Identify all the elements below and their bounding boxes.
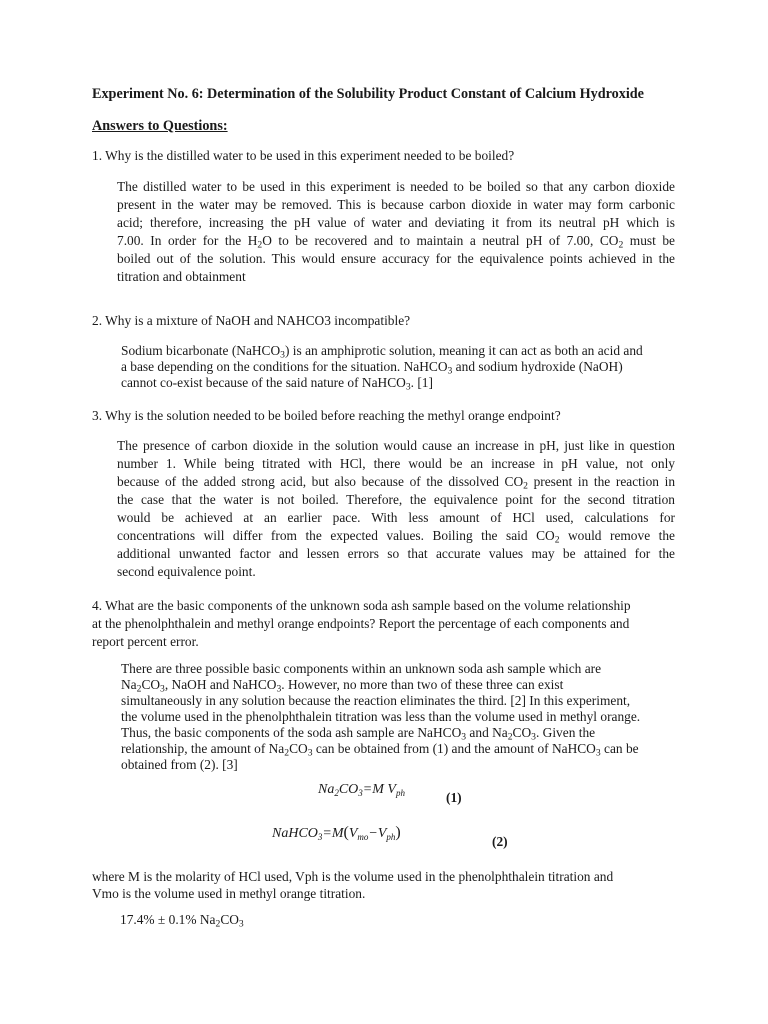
text-run: . Given the (535, 725, 596, 740)
answer-1 (117, 178, 675, 286)
eq-subscript: mo (357, 832, 369, 843)
text-run: , NaOH and NaHCO (164, 677, 277, 692)
question-4-line: at the phenolphthalein and methyl orange endpoints? Report the percentage of each components and (92, 616, 630, 631)
eq-term: −V (368, 826, 387, 841)
text-run: would remove the (559, 528, 675, 543)
answer-1-line: boiled out of the solution. This would ensure accuracy for the equivalence points achieved in the (117, 251, 675, 266)
subscript: 2 (523, 480, 528, 492)
eq-subscript: ph (395, 788, 405, 799)
answer-1-line: acid; therefore, increasing the pH value of water and deviating it from its neutral pH which is (117, 215, 675, 230)
eq-paren-open: ( (343, 824, 349, 841)
subscript: 3 (595, 747, 601, 759)
text-run: can be obtained from (1) and the amount of NaHCO (312, 741, 596, 756)
result-na2co3 (120, 912, 244, 928)
answer-4-line (121, 725, 681, 741)
subscript: 3 (160, 683, 165, 695)
question-1: 1. Why is the distilled water to be used in this experiment needed to be boiled? (92, 148, 515, 163)
text-run: CO (141, 677, 161, 692)
answer-3-line: would be achieved at an earlier pace. With less amount of HCl used, calculations for (117, 510, 675, 525)
text-run: and Na (466, 725, 508, 740)
eq-term: =M (322, 826, 344, 841)
answer-4-line (121, 677, 681, 693)
text-run: concentrations will differ from the expected values. Boiling the said CO (117, 528, 555, 543)
text-run: Thus, the basic components of the soda ash sample are NaHCO (121, 725, 462, 740)
answer-3-line: second equivalence point. (117, 564, 256, 579)
eq-subscript: 3 (317, 832, 323, 843)
where-line: where M is the molarity of HCl used, Vph is the volume used in the phenolphthalein titration and (92, 869, 614, 884)
eq-subscript: ph (386, 832, 396, 843)
answer-3-line: The presence of carbon dioxide in the solution would cause an increase in pH, just like in question (117, 438, 675, 453)
subscript: 3 (405, 381, 411, 393)
text-run: CO (289, 741, 308, 756)
equation-1-number: (1) (446, 790, 462, 805)
eq-term: V (348, 826, 358, 841)
text-run: CO (220, 912, 239, 927)
text-run: must be (623, 233, 675, 248)
answers-heading: Answers to Questions: (92, 118, 228, 134)
answer-1-line: The distilled water to be used in this experiment is needed to be boiled so that any carbon dioxide (117, 179, 675, 194)
answer-3 (117, 437, 675, 581)
eq-paren-close: ) (395, 824, 401, 841)
text-run: and sodium hydroxide (NaOH) (452, 359, 623, 374)
equation-2 (272, 824, 401, 842)
subscript: 2 (618, 239, 624, 251)
answer-4-line: There are three possible basic components within an unknown soda ash sample which are (121, 661, 602, 676)
text-run: Na (121, 677, 137, 692)
eq-term: =M V (362, 782, 396, 797)
answer-2-line (121, 359, 676, 375)
answer-3-line: the case that the water is not boiled. Therefore, the equivalence point for the second titration (117, 492, 675, 507)
text-run: ) is an amphiprotic solution, meaning it can act as both an acid and (284, 343, 643, 358)
where-explanation (92, 868, 613, 902)
text-run: Sodium bicarbonate (NaHCO (121, 343, 281, 358)
subscript: 3 (307, 747, 313, 759)
question-4-line: 4. What are the basic components of the unknown soda ash sample based on the volume relationship (92, 598, 631, 613)
answer-1-line (117, 232, 675, 250)
answer-3-line (117, 527, 675, 545)
eq-subscript: 2 (334, 788, 339, 799)
eq-term: NaHCO (272, 826, 318, 841)
subscript: 2 (215, 918, 221, 930)
subscript: 3 (461, 731, 467, 743)
question-4-line: report percent error. (92, 634, 199, 649)
answer-3-line: additional unwanted factor and lessen errors so that accurate values may be attained for the (117, 546, 675, 561)
equation-1 (318, 782, 405, 798)
answer-2-line (121, 343, 676, 359)
subscript: 3 (531, 731, 536, 743)
text-run: relationship, the amount of Na (121, 741, 285, 756)
text-run: a base depending on the conditions for the situation. NaHCO (121, 359, 448, 374)
where-line: Vmo is the volume used in methyl orange titration. (92, 886, 366, 901)
document-title: Experiment No. 6: Determination of the Solubility Product Constant of Calcium Hydroxide (92, 86, 644, 102)
answer-2-line (121, 375, 676, 391)
text-run: cannot co-exist because of the said nature of NaHCO (121, 375, 406, 390)
text-run: CO (512, 725, 532, 740)
eq-subscript: 3 (358, 788, 363, 799)
text-run: . [1] (410, 375, 433, 390)
subscript: 3 (280, 349, 285, 361)
answer-1-line: present in the water may be removed. This is because carbon dioxide in water may form carbonic (117, 197, 675, 212)
answer-3-line: number 1. While being titrated with HCl, there would be an increase in pH value, not only (117, 456, 675, 471)
subscript: 2 (507, 731, 513, 743)
eq-term: CO (338, 782, 359, 797)
question-2: 2. Why is a mixture of NaOH and NAHCO3 incompatible? (92, 313, 411, 328)
answer-4-line (121, 741, 681, 757)
text-run: can be (600, 741, 639, 756)
eq-term: Na (318, 782, 335, 797)
answer-3-line (117, 473, 675, 491)
subscript: 2 (136, 683, 142, 695)
text-run: 7.00. In order for the H (117, 233, 258, 248)
question-4 (92, 597, 631, 651)
subscript: 3 (447, 365, 453, 377)
answer-4-line: the volume used in the phenolphthalein titration was less than the volume used in methyl orange. (121, 709, 641, 724)
answer-2 (121, 343, 676, 391)
text-run: 17.4% ± 0.1% Na (120, 912, 216, 927)
answer-4-line: obtained from (2). [3] (121, 757, 238, 772)
question-3: 3. Why is the solution needed to be boiled before reaching the methyl orange endpoint? (92, 408, 561, 423)
text-run: because of the added strong acid, but also because of the dissolved CO (117, 474, 524, 489)
answer-4 (121, 661, 681, 773)
answer-4-line: simultaneously in any solution because the reaction eliminates the third. [2] In this experiment, (121, 693, 631, 708)
text-run: . However, no more than two of these three can exist (281, 677, 564, 692)
subscript: 2 (257, 239, 263, 251)
answer-1-line: titration and obtainment (117, 269, 246, 284)
text-run: O to be recovered and to maintain a neutral pH of 7.00, CO (262, 233, 619, 248)
subscript: 3 (238, 918, 244, 930)
subscript: 2 (284, 747, 290, 759)
subscript: 3 (276, 683, 282, 695)
subscript: 2 (554, 534, 560, 546)
equation-2-number: (2) (492, 834, 508, 849)
text-run: present in the reaction in (527, 474, 676, 489)
